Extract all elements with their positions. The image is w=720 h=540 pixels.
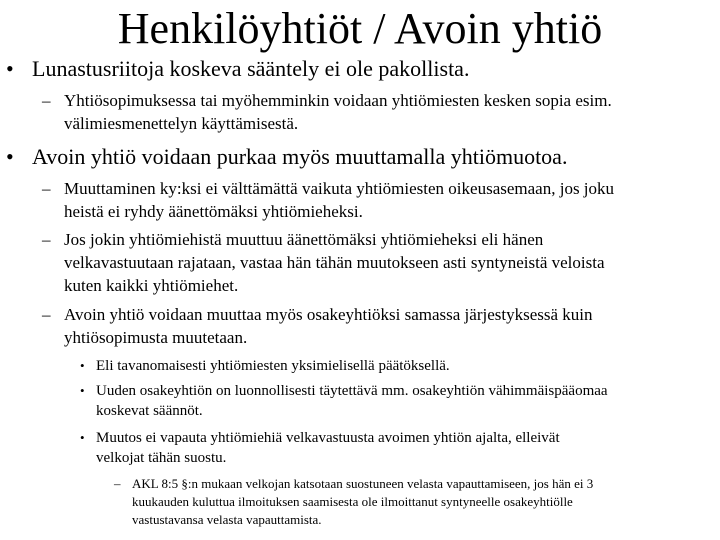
dash-mark: –: [42, 179, 51, 198]
text-line: AKL 8:5 §:n mukaan velkojan katsotaan suostuneen velasta vapauttamiseen, jos hän ei 3: [132, 476, 594, 491]
bullet-mark: •: [6, 56, 14, 81]
sub-sub-item-text: [96, 381, 608, 421]
dash-mark: –: [42, 91, 51, 110]
text-line: velkavastuutaan rajataan, vastaa hän tähän muutokseen asti syntyneistä veloista: [64, 253, 605, 272]
small-bullet-mark: •: [80, 430, 85, 445]
bullet-mark: •: [6, 144, 14, 169]
fourth-level-text: [132, 475, 593, 529]
text-line: Avoin yhtiö voidaan muuttaa myös osakeyhtiöksi samassa järjestyksessä kuin: [64, 305, 593, 324]
text-line: kuukauden kuluttua ilmoituksen saamisesta ole ilmoittanut syntyneelle osakeyhtiölle: [132, 494, 573, 509]
text-line: koskevat säännöt.: [96, 403, 203, 419]
sub-item-text: [64, 228, 605, 297]
sub-sub-item-text: [96, 428, 560, 468]
text-line: välimiesmenettelyn käyttämisestä.: [64, 114, 299, 133]
text-line: Jos jokin yhtiömiehistä muuttuu äänettömäksi yhtiömieheksi eli hänen: [64, 230, 544, 249]
small-bullet-mark: •: [80, 358, 85, 373]
text-line: velkojat tähän suostu.: [96, 450, 227, 466]
sub-item-text: [64, 177, 614, 223]
text-line: yhtiösopimusta muutetaan.: [64, 328, 248, 347]
sub-sub-item-text: Eli tavanomaisesti yhtiömiesten yksimielisellä päätöksellä.: [96, 358, 450, 374]
text-line: Muuttaminen ky:ksi ei välttämättä vaikuta yhtiömiesten oikeusasemaan, jos joku: [64, 179, 615, 198]
bullet-text: Avoin yhtiö voidaan purkaa myös muuttamalla yhtiömuotoa.: [32, 144, 568, 169]
text-line: Uuden osakeyhtiön on luonnollisesti täytettävä mm. osakeyhtiön vähimmäispääomaa: [96, 383, 608, 399]
dash-mark: –: [42, 305, 51, 324]
text-line: heistä ei ryhdy äänettömäksi yhtiömieheksi.: [64, 202, 363, 221]
small-dash-mark: –: [114, 476, 121, 491]
text-line: Yhtiösopimuksessa tai myöhemminkin voidaan yhtiömiesten kesken sopia esim.: [64, 91, 612, 110]
sub-item-text: [64, 89, 612, 135]
dash-mark: –: [42, 230, 51, 249]
slide-title: Henkilöyhtiöt / Avoin yhtiö: [117, 4, 603, 53]
sub-item-text: [64, 303, 593, 349]
small-bullet-mark: •: [80, 383, 85, 398]
text-line: Muutos ei vapauta yhtiömiehiä velkavastuusta avoimen yhtiön ajalta, elleivät: [96, 430, 560, 446]
text-line: vastustavansa velasta vapauttamista.: [132, 512, 322, 527]
bullet-text: Lunastusriitoja koskeva sääntely ei ole pakollista.: [32, 56, 470, 81]
text-line: kuten kaikki yhtiömiehet.: [64, 276, 239, 295]
